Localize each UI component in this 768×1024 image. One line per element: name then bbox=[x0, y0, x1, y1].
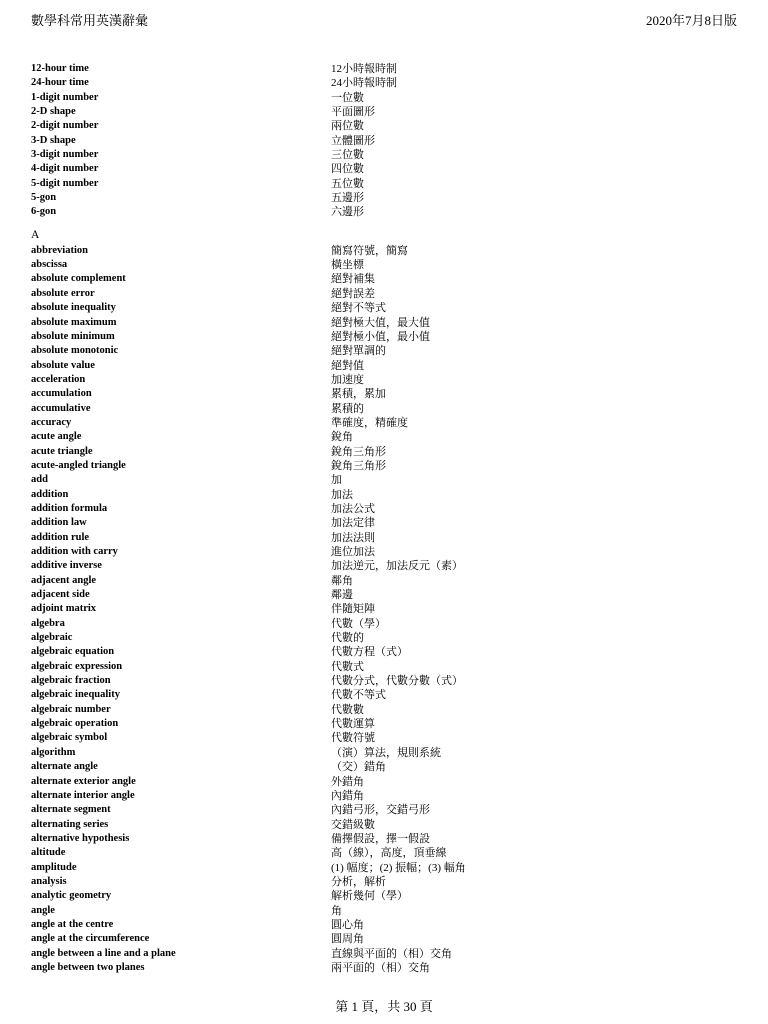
chinese-translation: 代數分式，代數分數（式） bbox=[331, 675, 463, 688]
english-term: analysis bbox=[31, 875, 67, 887]
glossary-entry bbox=[31, 316, 731, 330]
english-term: absolute maximum bbox=[31, 316, 117, 328]
english-term: algebraic expression bbox=[31, 660, 123, 672]
english-term: angle at the circumference bbox=[31, 933, 150, 945]
chinese-translation: 五位數 bbox=[331, 177, 364, 190]
chinese-translation: 加法逆元，加法反元（素） bbox=[331, 560, 463, 573]
chinese-translation: 加法 bbox=[331, 488, 353, 501]
glossary-entry bbox=[31, 703, 731, 717]
glossary-entry bbox=[31, 775, 731, 789]
chinese-translation: 累積的 bbox=[331, 402, 364, 415]
english-term: abscissa bbox=[31, 259, 68, 271]
glossary-entry bbox=[31, 789, 731, 803]
chinese-translation: 累積，累加 bbox=[331, 388, 386, 401]
glossary-entry bbox=[31, 272, 731, 286]
glossary-entry bbox=[31, 191, 731, 205]
chinese-translation: 解析幾何（學） bbox=[331, 890, 408, 903]
chinese-translation: 簡寫符號，簡寫 bbox=[331, 244, 408, 257]
english-term: analytic geometry bbox=[31, 890, 112, 902]
english-term: algebra bbox=[31, 617, 65, 629]
chinese-translation: 外錯角 bbox=[331, 775, 364, 788]
english-term: alternate angle bbox=[31, 761, 98, 773]
chinese-translation: 代數符號 bbox=[331, 732, 375, 745]
glossary-entry bbox=[31, 205, 731, 219]
english-term: absolute value bbox=[31, 359, 95, 371]
glossary-entry bbox=[31, 76, 731, 90]
english-term: abbreviation bbox=[31, 244, 88, 256]
chinese-translation: 圓周角 bbox=[331, 933, 364, 946]
chinese-translation: 代數運算 bbox=[331, 718, 375, 731]
english-term: acute triangle bbox=[31, 445, 93, 457]
english-term: algebraic symbol bbox=[31, 732, 108, 744]
english-term: 5-gon bbox=[31, 192, 57, 204]
glossary-entry bbox=[31, 746, 731, 760]
english-term: addition bbox=[31, 488, 69, 500]
glossary-entry bbox=[31, 402, 731, 416]
glossary-entry bbox=[31, 961, 731, 975]
english-term: algebraic inequality bbox=[31, 689, 120, 701]
chinese-translation: 代數數 bbox=[331, 703, 364, 716]
glossary-entry bbox=[31, 134, 731, 148]
chinese-translation: 三位數 bbox=[331, 149, 364, 162]
glossary-entry bbox=[31, 688, 731, 702]
glossary-entry bbox=[31, 177, 731, 191]
chinese-translation: 代數方程（式） bbox=[331, 646, 408, 659]
chinese-translation: 銳角三角形 bbox=[331, 445, 386, 458]
chinese-translation: 絕對值 bbox=[331, 359, 364, 372]
glossary-entry bbox=[31, 373, 731, 387]
glossary-entry bbox=[31, 832, 731, 846]
glossary-entry bbox=[31, 287, 731, 301]
chinese-translation: 代數式 bbox=[331, 660, 364, 673]
chinese-translation: 24小時報時制 bbox=[331, 77, 397, 90]
english-term: 3-digit number bbox=[31, 149, 99, 161]
english-term: acceleration bbox=[31, 373, 86, 385]
chinese-translation: 準確度，精確度 bbox=[331, 416, 408, 429]
english-term: algorithm bbox=[31, 746, 76, 758]
english-term: 2-digit number bbox=[31, 120, 99, 132]
english-term: 3-D shape bbox=[31, 134, 76, 146]
glossary-entry bbox=[31, 531, 731, 545]
chinese-translation: 加法公式 bbox=[331, 502, 375, 515]
chinese-translation: 一位數 bbox=[331, 91, 364, 104]
chinese-translation: 分析，解析 bbox=[331, 875, 386, 888]
chinese-translation: （演）算法，規則系統 bbox=[331, 746, 441, 759]
glossary-entry bbox=[31, 91, 731, 105]
chinese-translation: 高（線），高度，頂垂線 bbox=[331, 847, 447, 860]
chinese-translation: 交錯級數 bbox=[331, 818, 375, 831]
chinese-translation: 備擇假設，擇一假設 bbox=[331, 832, 430, 845]
section-letter-heading: A bbox=[31, 228, 40, 241]
english-term: absolute minimum bbox=[31, 330, 115, 342]
glossary-entry bbox=[31, 818, 731, 832]
english-term: algebraic number bbox=[31, 703, 111, 715]
english-term: alternate segment bbox=[31, 804, 111, 816]
english-term: 6-gon bbox=[31, 206, 57, 218]
page-number: 第 1 頁，共 30 頁 bbox=[335, 999, 433, 1014]
english-term: algebraic fraction bbox=[31, 675, 111, 687]
glossary-entry bbox=[31, 918, 731, 932]
english-term: 5-digit number bbox=[31, 177, 99, 189]
glossary-entry bbox=[31, 559, 731, 573]
glossary-entry bbox=[31, 330, 731, 344]
glossary-entry bbox=[31, 344, 731, 358]
english-term: 2-D shape bbox=[31, 106, 76, 118]
chinese-translation: 加法定律 bbox=[331, 517, 375, 530]
chinese-translation: 角 bbox=[331, 904, 342, 917]
english-term: adjacent side bbox=[31, 589, 90, 601]
chinese-translation: 加法法則 bbox=[331, 531, 375, 544]
english-term: acute-angled triangle bbox=[31, 459, 126, 471]
english-term: alternative hypothesis bbox=[31, 832, 130, 844]
glossary-entry bbox=[31, 717, 731, 731]
english-term: angle between two planes bbox=[31, 961, 145, 973]
glossary-entry bbox=[31, 932, 731, 946]
chinese-translation: 代數（學） bbox=[331, 617, 386, 630]
glossary-entry bbox=[31, 760, 731, 774]
chinese-translation: 進位加法 bbox=[331, 546, 375, 558]
english-term: addition rule bbox=[31, 531, 90, 543]
glossary-entry bbox=[31, 473, 731, 487]
glossary-entry bbox=[31, 430, 731, 444]
chinese-translation: 代數不等式 bbox=[331, 689, 386, 702]
glossary-entry bbox=[31, 301, 731, 315]
chinese-translation: 代數的 bbox=[331, 632, 364, 645]
glossary-entry bbox=[31, 588, 731, 602]
english-term: accuracy bbox=[31, 416, 72, 428]
chinese-translation: 伴隨矩陣 bbox=[331, 603, 375, 616]
english-term: addition formula bbox=[31, 502, 108, 514]
english-term: absolute error bbox=[31, 287, 95, 299]
glossary-entry bbox=[31, 359, 731, 373]
glossary-entry bbox=[31, 803, 731, 817]
chinese-translation: 圓心角 bbox=[331, 918, 364, 931]
glossary-entry bbox=[31, 258, 731, 272]
edition-date: 2020年7月8日版 bbox=[645, 13, 737, 28]
chinese-translation: 內錯角 bbox=[331, 789, 364, 802]
english-term: angle at the centre bbox=[31, 918, 114, 930]
glossary-entry bbox=[31, 631, 731, 645]
english-term: angle between a line and a plane bbox=[31, 947, 176, 959]
glossary-entry bbox=[31, 545, 731, 559]
glossary-entry bbox=[31, 459, 731, 473]
english-term: 1-digit number bbox=[31, 91, 99, 103]
glossary-entry bbox=[31, 861, 731, 875]
chinese-translation: 12小時報時制 bbox=[331, 63, 397, 75]
english-term: 24-hour time bbox=[31, 77, 89, 89]
glossary-entry bbox=[31, 148, 731, 162]
english-term: add bbox=[31, 474, 48, 486]
english-term: alternate exterior angle bbox=[31, 775, 136, 787]
chinese-translation: 鄰邊 bbox=[331, 589, 353, 602]
chinese-translation: 平面圖形 bbox=[331, 106, 375, 119]
glossary-entry bbox=[31, 162, 731, 176]
glossary-entry bbox=[31, 416, 731, 430]
chinese-translation: 橫坐標 bbox=[331, 259, 364, 272]
glossary-entry bbox=[31, 62, 731, 76]
glossary-entry bbox=[31, 947, 731, 961]
english-term: adjoint matrix bbox=[31, 603, 97, 615]
glossary-entry bbox=[31, 674, 731, 688]
english-term: accumulation bbox=[31, 388, 92, 400]
chinese-translation: 絕對極小值，最小值 bbox=[331, 330, 430, 343]
chinese-translation: 六邊形 bbox=[331, 206, 364, 219]
glossary-entry bbox=[31, 516, 731, 530]
glossary-entry bbox=[31, 875, 731, 889]
english-term: acute angle bbox=[31, 431, 82, 443]
chinese-translation: 鄰角 bbox=[331, 574, 353, 587]
glossary-entry bbox=[31, 731, 731, 745]
chinese-translation: 兩平面的（相）交角 bbox=[331, 961, 430, 974]
english-term: additive inverse bbox=[31, 560, 102, 572]
chinese-translation: 絕對極大值，最大值 bbox=[331, 316, 430, 329]
english-term: addition law bbox=[31, 517, 87, 529]
glossary-entry bbox=[31, 617, 731, 631]
glossary-entry bbox=[31, 660, 731, 674]
english-term: addition with carry bbox=[31, 546, 118, 557]
chinese-translation: 立體圖形 bbox=[331, 134, 375, 147]
glossary-entry bbox=[31, 387, 731, 401]
english-term: algebraic bbox=[31, 632, 73, 644]
glossary-entry bbox=[31, 846, 731, 860]
chinese-translation: 直線與平面的（相）交角 bbox=[331, 947, 452, 960]
glossary-entry bbox=[31, 904, 731, 918]
english-term: 4-digit number bbox=[31, 163, 99, 175]
chinese-translation: 絕對誤差 bbox=[331, 287, 375, 300]
english-term: altitude bbox=[31, 847, 66, 859]
glossary-entry bbox=[31, 502, 731, 516]
glossary-entry bbox=[31, 889, 731, 903]
english-term: amplitude bbox=[31, 861, 77, 873]
english-term: alternate interior angle bbox=[31, 789, 135, 801]
english-term: absolute monotonic bbox=[31, 345, 119, 357]
glossary-list bbox=[31, 62, 731, 975]
glossary-entry bbox=[31, 119, 731, 133]
english-term: absolute complement bbox=[31, 273, 126, 285]
chinese-translation: 四位數 bbox=[331, 163, 364, 176]
chinese-translation: （交）錯角 bbox=[331, 761, 386, 774]
english-term: 12-hour time bbox=[31, 63, 89, 74]
glossary-entry bbox=[31, 105, 731, 119]
chinese-translation: 絕對不等式 bbox=[331, 302, 386, 315]
glossary-entry bbox=[31, 602, 731, 616]
chinese-translation: 銳角 bbox=[331, 431, 353, 444]
chinese-translation: 兩位數 bbox=[331, 120, 364, 133]
glossary-entry bbox=[31, 445, 731, 459]
english-term: angle bbox=[31, 904, 55, 916]
document-title: 數學科常用英漢辭彙 bbox=[31, 13, 149, 28]
glossary-entry bbox=[31, 488, 731, 502]
chinese-translation: 內錯弓形，交錯弓形 bbox=[331, 804, 430, 817]
chinese-translation: (1) 幅度；(2) 振幅；(3) 輻角 bbox=[331, 861, 466, 874]
english-term: absolute inequality bbox=[31, 302, 116, 314]
chinese-translation: 加速度 bbox=[331, 373, 364, 386]
english-term: algebraic equation bbox=[31, 646, 115, 658]
chinese-translation: 絕對單調的 bbox=[331, 345, 386, 358]
english-term: alternating series bbox=[31, 818, 109, 830]
chinese-translation: 絕對補集 bbox=[331, 273, 375, 286]
chinese-translation: 銳角三角形 bbox=[331, 459, 386, 472]
glossary-entry bbox=[31, 244, 731, 258]
chinese-translation: 加 bbox=[331, 474, 342, 487]
english-term: adjacent angle bbox=[31, 574, 97, 586]
english-term: algebraic operation bbox=[31, 718, 119, 730]
chinese-translation: 五邊形 bbox=[331, 192, 364, 205]
glossary-entry bbox=[31, 574, 731, 588]
glossary-entry bbox=[31, 645, 731, 659]
english-term: accumulative bbox=[31, 402, 91, 414]
